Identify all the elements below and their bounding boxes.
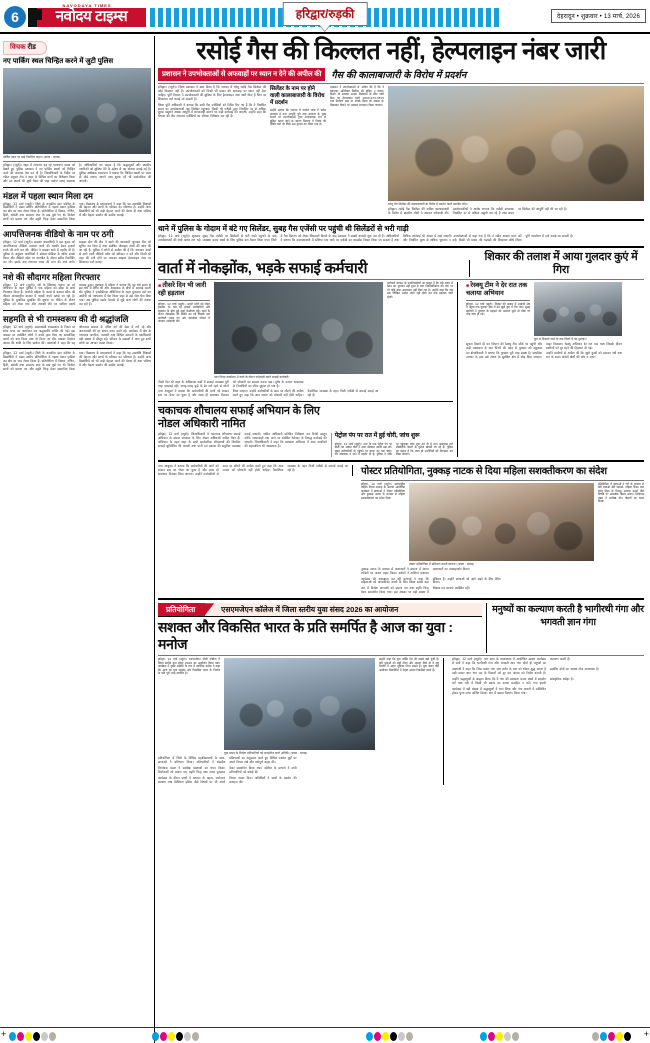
lead-body-3: प्रशासन ने उपभोक्ताओं से अपील की है कि वे घबराकर अतिरिक्त सिलेंडर की बुकिंग न कराएं। किसी भी समस्या अथवा शिकायत के लिए जारी किए गए हेल्पलाइन नंबरों 1800-233-3555 तथा नियंत्रण कक्ष पर संपर्क किया जा सकता है। शिकायत मिलने पर तत्काल समाधान किया जाएगा। [330, 85, 384, 107]
left-article-0-headline: मंडल में पहला स्थान मिला दम [3, 190, 93, 201]
mid-story-headline: वार्ता में नोकझोंक, भड़के सफाई कर्मचारी [158, 259, 368, 277]
bottom-photo-youth-parliament [224, 658, 375, 750]
city-edition-tag: हरिद्वार/रुड़की [283, 2, 368, 26]
leopard-photo-caption: कुएं से निकाले जाने के बाद पिंजरे में बंद गुलदार। [534, 336, 587, 341]
lead-body-1: जिला पूर्ति अधिकारी ने बताया कि सभी गैस एजेंसियों को निर्देश दिए गए हैं कि वे निर्धारित समय पर उपभोक्ताओं तक सिलेंडर पहुंचाएं। किसी भी एजेंसी द्वारा निर्धारित दर से अधिक शुल्क वसूलने अथवा आपूर्ति में लापरवाही बरतने पर कड़ी कार्रवाई की जाएगी। उन्होंने कहा कि विभाग की टीम लगातार एजेंसियों का औचक निरीक्षण कर रही है। [158, 102, 266, 119]
ganga-body-3: कार्यक्रम में बड़ी संख्या में श्रद्धालुओं ने भाग लिया और गंगा आरती में सम्मिलित होकर पुण्य लाभ अर्जित किया। अंत में प्रसाद वितरण किया गया। [452, 686, 546, 695]
masthead [0, 0, 650, 34]
competition-tag: प्रतियोगिता [158, 603, 205, 616]
lead-col-subhead: सिलेंडर के नाम पर होने वाली कालाबाजारी के विरोध में प्रदर्शन [270, 86, 325, 106]
competition-strip [158, 603, 482, 617]
toilet-story-headline: चकाचक शौचालय सफाई अभियान के लिए नोडल अधिकारी नामित [158, 405, 320, 431]
poster-body-4: अंत में विजेता छात्राओं को प्रमाण पत्र तथा स्मृति चिन्ह देकर सम्मानित किया गया। इस अवसर पर बड़ी संख्या में शिक्षक एवं छात्राएं उपस्थित रहीं। [361, 586, 471, 595]
crop-mark-right: + [643, 1029, 649, 1039]
logo-kicker-text: NAVODAYA TIMES [62, 3, 112, 8]
mid-photo-caption: नगर निगम कार्यालय में वार्ता के दौरान नारेबाजी करते सफाई कर्मचारी। [214, 374, 290, 379]
poster-body-0: हरिद्वार, 12 मार्च (ब्यूरो)। अंतरराष्ट्रीय महिला दिवस सप्ताह के अंतर्गत आयोजित कार्यक्रम में छात्राओं ने पोस्टर प्रतियोगिता और नुक्कड़ नाटक के माध्यम से महिला सशक्तीकरण का संदेश दिया। [361, 481, 405, 500]
leopard-body-1: सूचना मिलते ही वन विभाग की रेस्क्यू टीम मौके पर पहुंची और कड़ी मशक्कत के बाद पिंजरे की मदद से गुलदार को सकुशल बाहर निकाला। रेस्क्यू अभियान देर रात तक चला जिसके दौरान ग्रामीणों को दूर रहने की हिदायत दी गई। [466, 341, 622, 350]
leopard-story-bullet: ■ रेस्क्यू टीम ने देर रात तक चलाया अभियान [466, 282, 530, 298]
cmyk-dots-2 [152, 1032, 199, 1041]
left-photo-caption: पार्किंग स्थल पर खड़े निर्धारित वाहन। (छाया : संवाद) [3, 155, 61, 159]
left-article-2-headline: नशे की सौदागर महिला गिरफ्तार [3, 271, 100, 282]
leopard-photo [534, 282, 622, 336]
lead-redbar-kicker: प्रशासन ने उपभोक्ताओं से अफवाहों पर ध्यान न देने की अपील की [158, 68, 325, 81]
poster-photo-caption: पोस्टर प्रतियोगिता में प्रतिभाग करतीं छात्राएं। (छाया : संवाद) [409, 561, 475, 566]
poster-body-1: प्रतियोगिता में छात्राओं ने रंगों के माध्यम से बेटी बचाओ बेटी पढ़ाओ, महिला शिक्षा तथा घरेलू हिंसा के विरुद्ध आवाज उठाने जैसे विषयों पर आकर्षक पोस्टर बनाए। निर्णायक मंडल ने सर्वश्रेष्ठ तीन पोस्टरों का चयन किया। [598, 481, 644, 504]
page-body [0, 34, 650, 1043]
lead-photo-caption: घरेलू गैस सिलेंडर की कालाबाजारी के विरोध में प्रदर्शन करते स्थानीय लोग। [388, 202, 468, 206]
petrol-story-headline: पेट्रोल पंप पर रात में हुई चोरी, जांच शुरू [334, 433, 420, 440]
logo-name-text: नवोदय टाइम्स [28, 8, 146, 27]
bottom-headline: सशक्त और विकसित भारत के प्रति समर्पित है आज का युवा : मनोज [158, 619, 453, 653]
left-photo-headline: नए पार्किंग स्थल चिन्हित करने में जुटी पुलिस [3, 58, 114, 65]
print-registration-bar [0, 1027, 650, 1043]
ganga-body-0: हरिद्वार, 12 मार्च (ब्यूरो)। गंगा सभा के तत्वावधान में आयोजित सत्संग कार्यक्रम में संतों ने कहा कि भागीरथी गंगा और भगवती ज्ञान गंगा दोनों ही मनुष्यों का कल्याण करती हैं। [452, 657, 571, 666]
ganga-body-1: वक्ताओं ने कहा कि जिस प्रकार गंगा जल शरीर के मल को धोकर शुद्ध करता है उसी प्रकार ज्ञान गंगा मन के विकारों को दूर कर आत्मा को निर्मल बनाती है। इसलिए दोनों का आश्रय लेना आवश्यक है। [452, 667, 600, 675]
newspaper-logo[interactable] [28, 2, 146, 32]
left-lead-text: हरिद्वार। (ब्यूरो)। शहर में लगातार बढ़ रहे यातायात दबाव को देखते हुए पुलिस प्रशासन ने नए पार्किंग स्थलों को चिन्हित करने की कवायद तेज कर दी है। जिलाधिकारी के निर्देश पर गठित संयुक्त टीम ने शहर के विभिन्न मार्गों का निरीक्षण किया और उन स्थानों की सूची तैयार की जहां पर्याप्त जगह उपलब्ध है। अधिकारियों का कहना है कि श्रद्धालुओं और स्थानीय नागरिकों को सुविधा देने के उद्देश्य से यह योजना बनाई गई है। पुलिस अधीक्षक यातायात ने बताया कि चिन्हित स्थलों पर जल्द ही बोर्ड लगाए जाएंगे तथा शुल्क दरें भी सार्वजनिक की जाएंगी। [3, 163, 151, 183]
mid-body-1: कर्मचारी संगठन के पदाधिकारियों का कहना है कि लंबे समय से वेतन का भुगतान नहीं हुआ है तथा नियमितीकरण की मांग पर भी कोई ठोस आश्वासन नहीं मिल रहा है। उन्होंने कहा कि जब तक लिखित आदेश जारी नहीं होता तब तक हड़ताल जारी रहेगी। [387, 280, 453, 299]
poster-photo [409, 483, 594, 561]
poster-left-spill-text: नगर आयुक्त ने बताया कि कर्मचारियों की मांगों को शासन स्तर पर भेजा जा चुका है और जल्द ही समाधान निकाल लिया जाएगा। उन्होंने कर्मचारियों से काम पर लौटने की अपील करते हुए कहा कि आम जनता को परेशानी नहीं होनी चाहिए। वैकल्पिक व्यवस्था के तहत निजी एजेंसी से सफाई कराई जा रही है। [158, 463, 348, 476]
mid-story-bullet: ■ तीसरे दिन भी जारी रही हड़ताल [158, 282, 210, 298]
lead-photo-protest [388, 86, 644, 201]
left-article-3-headline: सहमति से भी रामस्वरूप की दी श्रद्धांजलि [3, 313, 129, 324]
competition-subhead: एसएमजेएन कॉलेज में जिला स्तरीय युवा संसद 2026 का आयोजन [205, 603, 482, 616]
mid-body-3: नगर आयुक्त ने बताया कि कर्मचारियों की मांगों को शासन स्तर पर भेजा जा चुका है और जल्द ही समाधान निकाल लिया जाएगा। उन्होंने कर्मचारियों से काम पर लौटने की अपील करते हुए कहा कि आम जनता को परेशानी नहीं होनी चाहिए। वैकल्पिक व्यवस्था के तहत निजी एजेंसी से सफाई कराई जा रही है। [158, 389, 379, 398]
poster-story-headline: पोस्टर प्रतियोगिता, नुक्कड़ नाटक से दिया महिला सशक्तीकरण का संदेश [361, 465, 607, 477]
mid-body-0: हरिद्वार, 12 मार्च (ब्यूरो)। अपनी मांगों को लेकर हड़ताल पर चल रहे सफाई कर्मचारियों और प्रशासन के बीच हुई वार्ता बेनतीजा रही। वार्ता के दौरान नोकझोंक की स्थिति बन गई जिसके बाद कर्मचारी भड़क गए और कार्यालय परिसर में जमकर नारेबाजी की। [158, 301, 210, 324]
petrol-story-body: हरिद्वार, 12 मार्च (ब्यूरो)। नगर के एक पेट्रोल पंप पर बीती रात अज्ञात चोरों ने धावा बोलकर नकदी उड़ा ली। सुबह कर्मचारियों के पहुंचने पर घटना का पता चला। पंप संचालक ने थाने में तहरीर दी है। पुलिस ने मौके पर पहुंचकर जांच शुरू कर दी है तथा आसपास लगे सीसीटीवी कैमरों के फुटेज खंगाले जा रहे हैं। पुलिस का कहना है कि जल्द ही आरोपियों को गिरफ्तार कर लिया जाएगा। [334, 441, 453, 457]
section-label-vichak-reed [3, 41, 47, 55]
lead-italic-subhead: गैस की कालाबाजारी के विरोध में प्रदर्शन [331, 70, 467, 81]
page-number-badge: 6 [4, 6, 26, 28]
logo-corner-mark [28, 9, 42, 20]
bottom-photo-caption: युवा संसद के विजेता प्रतिभागियों को सम्मानित करते अतिथि। (छाया : संवाद) [224, 751, 308, 756]
ganga-body-2: उन्होंने श्रद्धालुओं से आह्वान किया कि वे गंगा की स्वच्छता बनाए रखने में सहयोग करें तथा नदी में किसी भी प्रकार का कचरा प्रवाहित न करें। गंगा हमारी सांस्कृतिक धरोहर है। [452, 676, 574, 685]
left-article-1-text: हरिद्वार, 12 मार्च (ब्यूरो)। साइबर अपराधियों ने एक युवक को आपत्तिजनक वीडियो वायरल करने की धमकी देकर हजारों रुपये की ठगी कर ली। पीड़ित ने साइबर थाने में तहरीर दी है। पुलिस के अनुसार आरोपियों ने सोशल मीडिया के जरिए संपर्क किया और वीडियो कॉल पर बातचीत के दौरान स्क्रीन रिकॉर्डिंग कर ली। इसके बाद लगातार रकम की मांग की जाने लगी। साइबर सेल की टीम ने खाते की जानकारी जुटाकर बैंक को सूचित कर दिया है तथा संबंधित मोबाइल नंबरों की जांच की जा रही है। पुलिस ने लोगों से अपील की है कि अनजान नंबरों से आने वाली वीडियो कॉल को स्वीकार न करें और किसी भी तरह की ठगी होने पर तत्काल साइबर हेल्पलाइन नंबर पर शिकायत दर्ज कराएं। [3, 240, 151, 264]
section-label-black-part: रीड [27, 44, 36, 51]
left-column [3, 36, 155, 1043]
edition-date: देहरादून • शुक्रवार • 13 मार्च, 2026 [551, 9, 646, 23]
strip-story-headline: थाने में पुलिस के गोदाम में बंटे गए सिलेंडर, सुबह गैस एजेंसी पर पहुंची थी सिलेंडरों से भरी गाड़ी [158, 223, 409, 233]
leopard-story-headline: शिकार की तलाश में आया गुलदार कुएं में गिरा [484, 250, 638, 276]
cmyk-dots-4 [480, 1032, 519, 1041]
mid-body-2: तीसरे दिन भी शहर के अधिकांश वार्डों में सफाई व्यवस्था पूरी तरह चरमराई रही। जगह-जगह कूड़े के ढेर लगे रहने से लोगों को परेशानी का सामना करना पड़ा। दुर्गंध के कारण आसपास के निवासियों का जीना मुहाल हो गया है। [158, 379, 304, 388]
poster-body-2: नुक्कड़ नाटक के माध्यम से कलाकारों ने समाज में व्याप्त रूढ़ियों पर करारा प्रहार किया। दर्शकों ने तालियां बजाकर कलाकारों का उत्साहवर्धन किया। [361, 566, 470, 575]
bottom-body-4: कार्यक्रम के दौरान छात्रों ने मतदान के महत्व, पर्यावरण संरक्षण तथा डिजिटल इंडिया जैसे विषयों पर भी अपने विचार व्यक्त किए। अतिथियों ने छात्रों के प्रदर्शन की सराहना की। [158, 775, 297, 784]
bottom-body-1: उन्होंने कहा कि युवा शक्ति देश की सबसे बड़ी पूंजी है। यदि युवाओं को सही दिशा और अवसर मिले तो वे राष्ट्र निर्माण में अहम भूमिका निभा सकते हैं। युवा संसद जैसे आयोजन विद्यार्थियों में नेतृत्व क्षमता विकसित करते हैं। [379, 657, 439, 672]
strip-story-text: हरिद्वार, 12 मार्च (ब्यूरो)। शुक्रवार सुबह गैस एजेंसी पर सिलेंडरों से भरी गाड़ी पहुंचने के बाद उपभोक्ताओं की लंबी कतार लग गई। व्यवस्था बनाए रखने के लिए पुलिस बल तैनात किया गया। जिले में गैस वितरण को लेकर शिकायतें मिलने के बाद प्रशासन ने सख्ती बरतनी शुरू कर दी है। अधिकारियों ने बताया कि कालाबाजारी में संलिप्त पाए जाने पर एजेंसी का लाइसेंस निरस्त किया जा सकता है तथा विधिक कार्रवाई भी अमल में लाई जाएगी। उपभोक्ताओं से कहा गया है कि वे रसीद अवश्य प्राप्त करें और निर्धारित मूल्य से अधिक भुगतान न करें। किसी भी प्रकार की गड़बड़ी की शिकायत सीधे जिला पूर्ति कार्यालय में दर्ज कराई जा सकती है। [158, 233, 574, 242]
poster-body-3: कार्यक्रम की अध्यक्षता कर रहीं प्राचार्या ने कहा कि महिलाओं को आत्मनिर्भर बनाने के लिए शिक्षा सबसे बड़ा हथियार है। उन्होंने छात्राओं को आगे बढ़ने के लिए प्रेरित किया। [361, 576, 501, 585]
bottom-body-2: प्रतियोगिता में जिले के विभिन्न महाविद्यालयों के छात्र-छात्राओं ने प्रतिभाग किया। प्रतिभागियों ने संसदीय प्रक्रियाओं का अनुसरण करते हुए विभिन्न ज्वलंत मुद्दों पर अपने विचार रखे और तर्कपूर्ण बहस की। [158, 756, 297, 765]
lead-side-body: हरिद्वार। रसोई गैस सिलेंडर की कथित कालाबाजारी के विरोध में स्थानीय लोगों ने जमकर नारेबाजी की। प्रदर्शनकारियों ने आरोप लगाया कि एजेंसी संचालक निर्धारित दर से अधिक वसूली कर रहे हैं तथा समय पर सिलेंडर की आपूर्ति नहीं की जा रही है। [388, 207, 567, 215]
cmyk-dots-3 [366, 1032, 413, 1041]
lead-body-0: हरिद्वार। (ब्यूरो)। जिला प्रशासन ने स्पष्ट किया है कि जनपद में घरेलू रसोई गैस सिलेंडर की कोई किल्लत नहीं है। उपभोक्ताओं को किसी भी प्रकार की अफवाह पर ध्यान नहीं देना चाहिए। पूर्ति विभाग ने उपभोक्ताओं की सुविधा के लिए हेल्पलाइन नंबर जारी किए हैं जिन पर शिकायत दर्ज कराई जा सकती है। [158, 85, 266, 101]
section-label-red-part: विचक [10, 44, 26, 51]
leopard-body-0: हरिद्वार, 12 मार्च (ब्यूरो)। शिकार की तलाश में आबादी क्षेत्र में पहुंचा एक गुलदार खेत में बने खुले कुएं में गिर गया। सुबह ग्रामीणों ने गुलदार के दहाड़ने की आवाज सुनी तो मौके पर भीड़ जमा हो गई। [466, 301, 530, 317]
lead-body-2: उन्होंने बताया कि जनपद में पर्याप्त मात्रा में स्टॉक उपलब्ध है तथा आपूर्ति पूरी तरह सामान्य है। कुछ स्थानों पर उपभोक्ताओं द्वारा अनावश्यक रूप से बुकिंग कराए जाने के कारण वितरण में विलंब की स्थिति बनी थी जिसे अब दुरुस्त कर लिया गया है। [270, 108, 326, 126]
cmyk-dots-5 [592, 1032, 631, 1041]
left-article-0-text: हरिद्वार, 12 मार्च (ब्यूरो)। जिले के राजकीय इंटर कॉलेज के विद्यार्थियों ने मंडल स्तरीय प्रतियोगिता में पहला स्थान हासिल कर क्षेत्र का नाम रोशन किया है। प्रतियोगिता में विज्ञान, गणित, हिंदी, अंग्रेजी तथा सामान्य ज्ञान के प्रश्न पूछे गए थे। विजेता छात्रों को प्रमाण पत्र और स्मृति चिन्ह देकर सम्मानित किया गया। विद्यालय के प्रधानाचार्य ने कहा कि यह उपलब्धि शिक्षकों की मेहनत और छात्रों के परिश्रम का परिणाम है। उन्होंने अन्य विद्यार्थियों को भी कड़ी मेहनत करने की प्रेरणा दी तथा भविष्य में और बेहतर प्रदर्शन की उम्मीद जताई। [3, 201, 151, 222]
mid-photo-sanitation [214, 282, 383, 374]
toilet-story-body: हरिद्वार, 12 मार्च (ब्यूरो)। जिलाधिकारी ने चकाचक शौचालय सफाई अभियान के सफल संचालन के लिए नोडल अधिकारी नामित किए हैं। अभियान के तहत शहर के सभी सार्वजनिक शौचालयों की नियमित सफाई सुनिश्चित की जाएगी तथा पानी एवं प्रकाश की समुचित व्यवस्था कराई जाएगी। नामित अधिकारी प्रतिदिन निरीक्षण कर रिपोर्ट प्रस्तुत करेंगे। लापरवाही पाए जाने पर संबंधित ठेकेदार के विरुद्ध कार्रवाई की जाएगी। जिलाधिकारी ने कहा कि स्वच्छता अभियान में आम नागरिकों की सहभागिता भी आवश्यक है। [158, 432, 327, 448]
ganga-story-headline: मनुष्यों का कल्याण करती है भागीरथी गंगा और भगवती ज्ञान गंगा [492, 604, 644, 629]
left-article-3-text: हरिद्वार, 12 मार्च (ब्यूरो)। समाजसेवी रामस्वरूप के निधन पर शोक सभा का आयोजन कर श्रद्धांजलि अर्पित की गई। इस अवसर पर उपस्थित लोगों ने उनके द्वारा किए गए सामाजिक कार्यों को याद किया तथा दो मिनट का मौन रखकर दिवंगत आत्मा की शांति के लिए प्रार्थना की। वक्ताओं ने कहा कि वह जीवनभर समाज के वंचित वर्ग की सेवा में लगे रहे और जरूरतमंदों की हर संभव मदद करते रहे। कार्यक्रम में क्षेत्र के गणमान्य नागरिक, व्यापारी तथा विभिन्न संगठनों के पदाधिकारी बड़ी संख्या में मौजूद रहे। परिवार के सदस्यों ने आए हुए सभी लोगों का आभार व्यक्त किया। [3, 324, 151, 345]
main-column [155, 36, 647, 1043]
left-article-1-headline: आपत्तिजनक वीडियो के नाम पर ठगी [3, 229, 114, 240]
crop-mark-left: + [1, 1029, 7, 1039]
cmyk-dots-1 [9, 1032, 56, 1041]
bottom-body-0: हरिद्वार, 12 मार्च (ब्यूरो)। एसएमजेएन पीजी कॉलेज में जिला स्तरीय युवा संसद 2026 का आयोजन किया गया। कार्यक्रम में मुख्य अतिथि के रूप में उपस्थित मनोज ने कहा कि आज का युवा सशक्त और विकसित भारत के निर्माण के प्रति पूरी तरह समर्पित है। [158, 657, 220, 676]
lead-headline: रसोई गैस की किल्लत नहीं, हेल्पलाइन नंबर जारी [196, 37, 606, 65]
left-photo-parking [3, 68, 151, 154]
left-article-2-text: हरिद्वार, 12 मार्च (ब्यूरो)। नशे के खिलाफ चलाए जा रहे अभियान के तहत पुलिस ने एक महिला को स्मैक के साथ गिरफ्तार किया है। आरोपी महिला के कब्जे से बरामद स्मैक की कीमत अंतरराष्ट्रीय बाजार में लाखों रुपये बताई जा रही है। पुलिस के मुताबिक मुखबिर की सूचना पर चेकिंग के दौरान महिला को रोका गया और तलाशी लेने पर नशीला पदार्थ बरामद हुआ। पूछताछ में महिला ने बताया कि वह लंबे समय से इस धंधे में लिप्त थी और आसपास के क्षेत्रों में सप्लाई करती थी। पुलिस ने एनडीपीएस अधिनियम के तहत मुकदमा दर्ज कर आरोपी को न्यायालय में पेश किया जहां से उसे जेल भेज दिया गया। अब पुलिस उसके नेटवर्क से जुड़े अन्य लोगों की तलाश कर रही है। [3, 282, 151, 307]
leopard-body-2: वन क्षेत्राधिकारी ने बताया कि गुलदार पूरी तरह स्वस्थ है। प्राथमिक उपचार के बाद उसे जंगल के सुरक्षित क्षेत्र में छोड़ दिया जाएगा। उन्होंने ग्रामीणों से अपील की कि खुले कुओं को ढककर रखें तथा रात के समय अकेले खेतों की ओर न जाएं। [466, 351, 622, 360]
left-filler-text: हरिद्वार, 12 मार्च (ब्यूरो)। जिले के राजकीय इंटर कॉलेज के विद्यार्थियों ने मंडल स्तरीय प्रतियोगिता में पहला स्थान हासिल कर क्षेत्र का नाम रोशन किया है। प्रतियोगिता में विज्ञान, गणित, हिंदी, अंग्रेजी तथा सामान्य ज्ञान के प्रश्न पूछे गए थे। विजेता छात्रों को प्रमाण पत्र और स्मृति चिन्ह देकर सम्मानित किया गया। विद्यालय के प्रधानाचार्य ने कहा कि यह उपलब्धि शिक्षकों की मेहनत और छात्रों के परिश्रम का परिणाम है। उन्होंने अन्य विद्यार्थियों को भी कड़ी मेहनत करने की प्रेरणा दी तथा भविष्य में और बेहतर प्रदर्शन की उम्मीद जताई। [3, 351, 151, 372]
bottom-body-3: निर्णायक मंडल ने सर्वश्रेष्ठ वक्ताओं का चयन किया। विजेताओं को प्रमाण पत्र, स्मृति चिन्ह तथा नकद पुरस्कार देकर सम्मानित किया गया। कॉलेज के प्राचार्य ने सभी प्रतिभागियों को बधाई दी। [158, 766, 297, 774]
